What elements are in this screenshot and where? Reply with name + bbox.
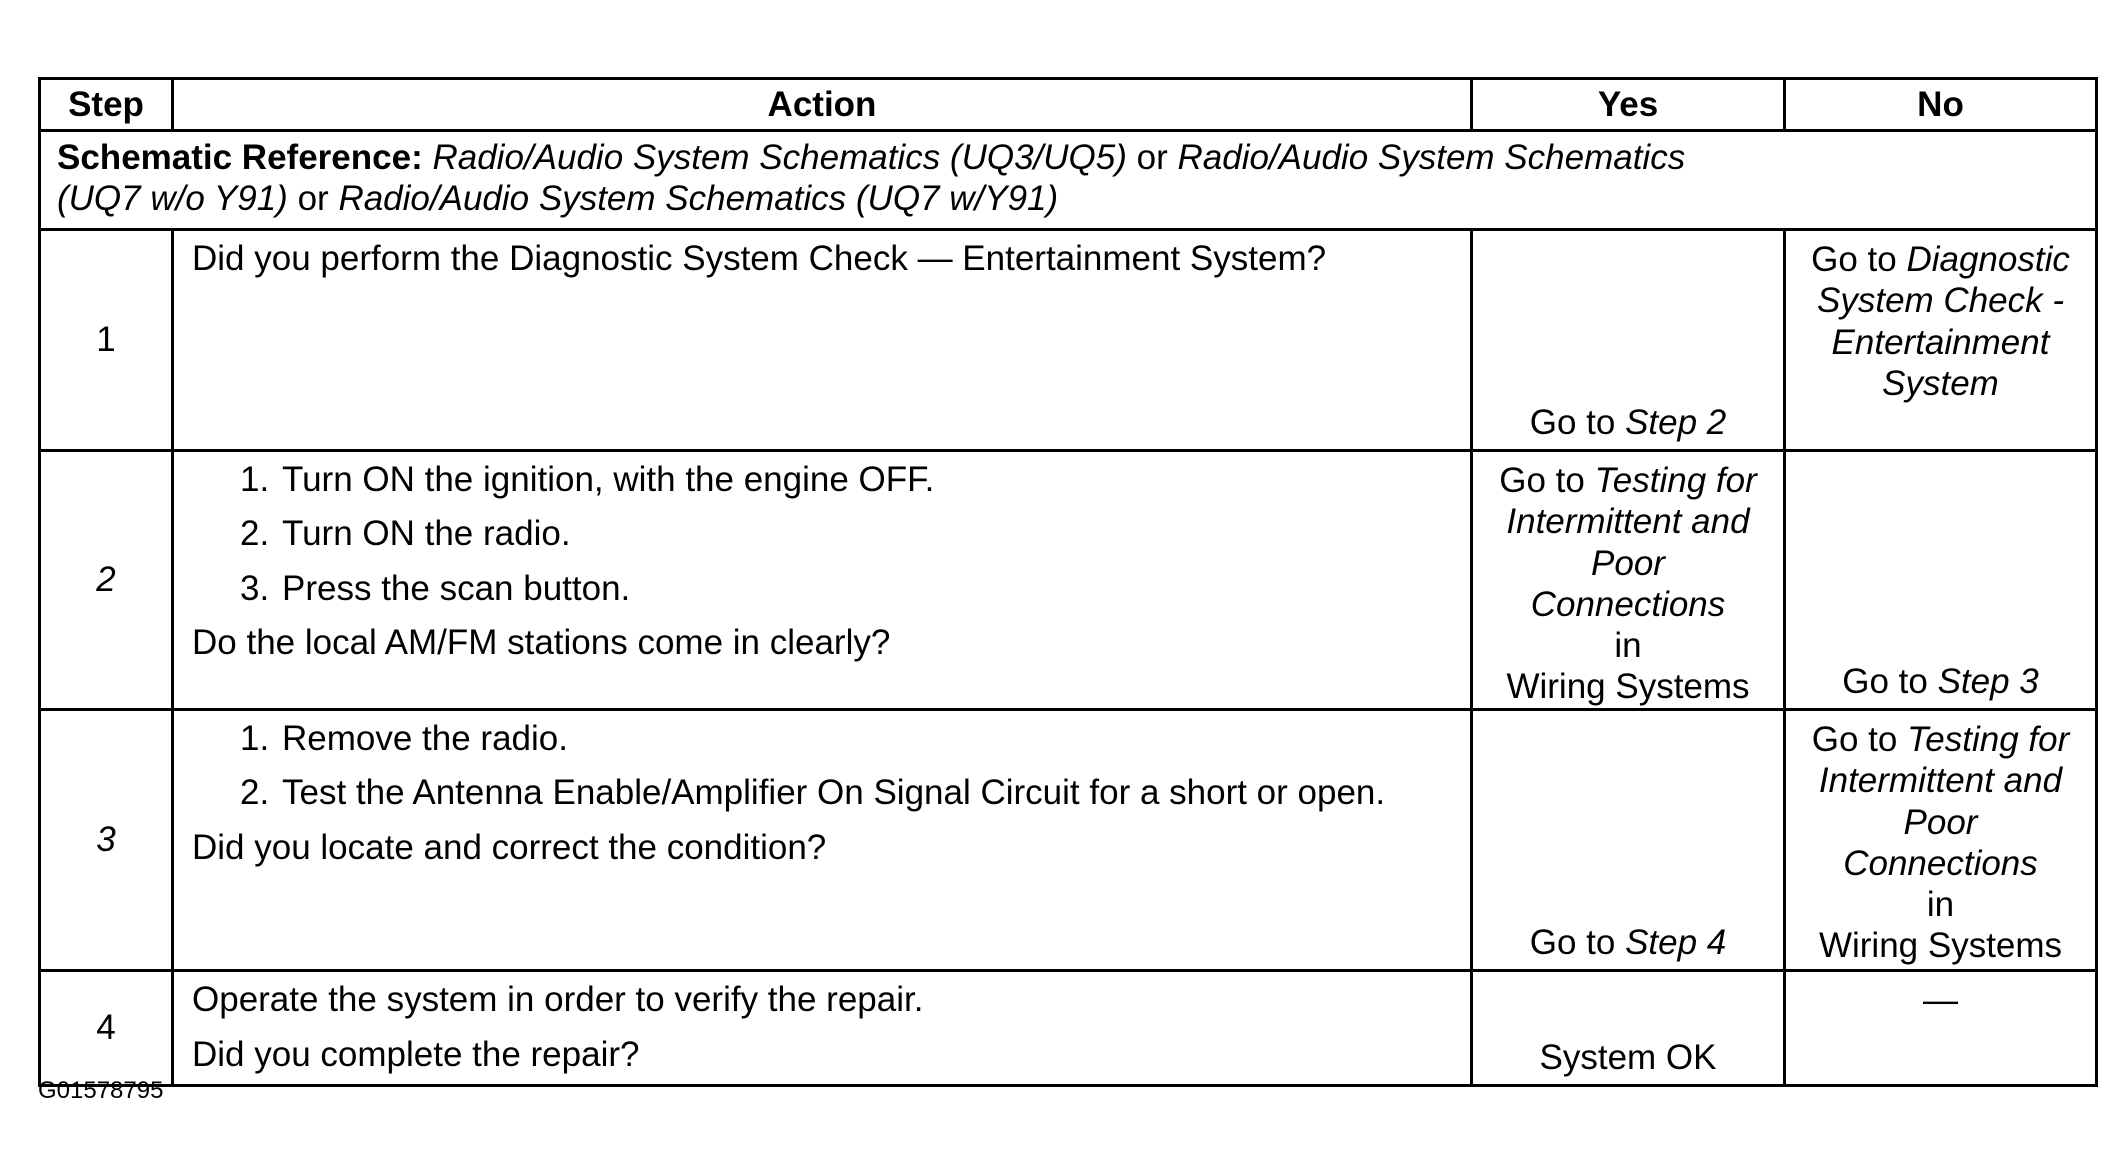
yes-system-ok: System OK <box>1539 1037 1717 1077</box>
header-yes: Yes <box>1472 79 1785 131</box>
yes-prefix: Go to <box>1529 922 1616 962</box>
no-prefix: Go to <box>1811 720 1898 759</box>
figure-id: G01578795 <box>38 1077 164 1104</box>
no-link-diagnostic-3[interactable]: Entertainment <box>1831 322 2050 362</box>
substep-number: 1. <box>240 460 270 499</box>
yes-cell <box>1472 451 1785 710</box>
substep-item <box>240 772 1452 813</box>
no-link-testing-1[interactable]: Testing for <box>1907 720 2070 759</box>
yes-link-testing-1[interactable]: Testing for <box>1594 461 1757 500</box>
action-question: Do the local AM/FM stations come in clearly? <box>192 622 891 662</box>
substep-text: Turn ON the ignition, with the engine OFF. <box>282 460 935 499</box>
yes-link-testing-2[interactable]: Intermittent and <box>1506 502 1750 542</box>
yes-cell <box>1472 710 1785 971</box>
no-cell <box>1785 710 2097 971</box>
substep-item <box>240 718 1452 759</box>
schematic-reference <box>40 131 2097 230</box>
action-instruction: Operate the system in order to verify the repair. <box>192 980 924 1019</box>
schematic-link-uq7-y91[interactable]: Radio/Audio System Schematics (UQ7 w/Y91) <box>338 179 1059 219</box>
table-row-step-4 <box>40 971 2097 1086</box>
yes-link-step-4[interactable]: Step 4 <box>1625 922 1727 962</box>
yes-link-testing-4[interactable]: Connections <box>1530 584 1726 624</box>
table-row-step-3 <box>40 710 2097 971</box>
substep-item <box>240 513 1452 554</box>
substep-number: 2. <box>240 514 270 554</box>
substep-text: Test the Antenna Enable/Amplifier On Signal Circuit for a short or open. <box>282 773 1386 813</box>
action-question: Did you locate and correct the condition? <box>192 827 827 867</box>
no-link-diagnostic-2[interactable]: System Check - <box>1817 281 2064 321</box>
schematic-link-uq7-no-y91-a[interactable]: Radio/Audio System Schematics <box>1177 138 1686 177</box>
yes-cell <box>1472 230 1785 451</box>
step-number: 1 <box>40 230 173 451</box>
schematic-label: Schematic Reference: <box>57 138 423 177</box>
table-row-step-1 <box>40 230 2097 451</box>
action-question: Did you perform the Diagnostic System Check — Entertainment System? <box>192 239 1327 278</box>
substep-number: 3. <box>240 568 270 608</box>
no-prefix: Go to <box>1842 661 1928 701</box>
no-link-diagnostic-1[interactable]: Diagnostic <box>1906 240 2070 279</box>
no-link-testing-2[interactable]: Intermittent and <box>1818 761 2063 801</box>
yes-link-step-2[interactable]: Step 2 <box>1625 402 1727 442</box>
step-number: 2 <box>40 451 173 710</box>
yes-cell <box>1472 971 1785 1086</box>
no-link-diagnostic-4[interactable]: System <box>1882 363 1999 403</box>
action-cell <box>173 971 1472 1086</box>
no-link-step-3[interactable]: Step 3 <box>1937 661 2039 701</box>
substep-text: Remove the radio. <box>282 719 568 758</box>
substep-text: Press the scan button. <box>282 568 631 608</box>
no-link-testing-4[interactable]: Connections <box>1843 843 2038 883</box>
yes-in: in <box>1614 626 1642 666</box>
schematic-link-uq7-no-y91-b[interactable]: (UQ7 w/o Y91) <box>57 179 288 219</box>
no-wiring-systems: Wiring Systems <box>1818 926 2063 966</box>
no-in: in <box>1926 885 1955 925</box>
yes-prefix: Go to <box>1499 461 1585 500</box>
header-step: Step <box>40 79 173 131</box>
action-cell <box>173 451 1472 710</box>
substep-item <box>240 568 1452 609</box>
substep-item <box>240 459 1452 500</box>
no-cell <box>1785 230 2097 451</box>
table-header-row <box>40 79 2097 131</box>
yes-wiring-systems: Wiring Systems <box>1506 667 1750 707</box>
schematic-or-2: or <box>297 179 329 219</box>
schematic-or-1: or <box>1136 138 1168 177</box>
no-prefix: Go to <box>1811 240 1897 279</box>
substep-text: Turn ON the radio. <box>282 514 571 554</box>
substep-list <box>192 459 1452 609</box>
header-action: Action <box>173 79 1472 131</box>
substep-list <box>192 718 1452 814</box>
table-row-step-2 <box>40 451 2097 710</box>
action-cell <box>173 230 1472 451</box>
step-number: 4 <box>40 971 173 1086</box>
substep-number: 1. <box>240 719 270 758</box>
no-cell <box>1785 451 2097 710</box>
no-cell <box>1785 971 2097 1086</box>
diagnostic-table <box>38 77 2098 1087</box>
schematic-reference-row <box>40 131 2097 230</box>
no-dash: — <box>1923 981 1958 1020</box>
step-number: 3 <box>40 710 173 971</box>
action-question: Did you complete the repair? <box>192 1035 640 1075</box>
schematic-link-uq3-uq5[interactable]: Radio/Audio System Schematics (UQ3/UQ5) <box>432 138 1127 177</box>
yes-link-testing-3[interactable]: Poor <box>1591 543 1665 583</box>
header-no: No <box>1785 79 2097 131</box>
substep-number: 2. <box>240 773 270 813</box>
action-cell <box>173 710 1472 971</box>
yes-prefix: Go to <box>1529 402 1616 442</box>
no-link-testing-3[interactable]: Poor <box>1903 802 1978 842</box>
